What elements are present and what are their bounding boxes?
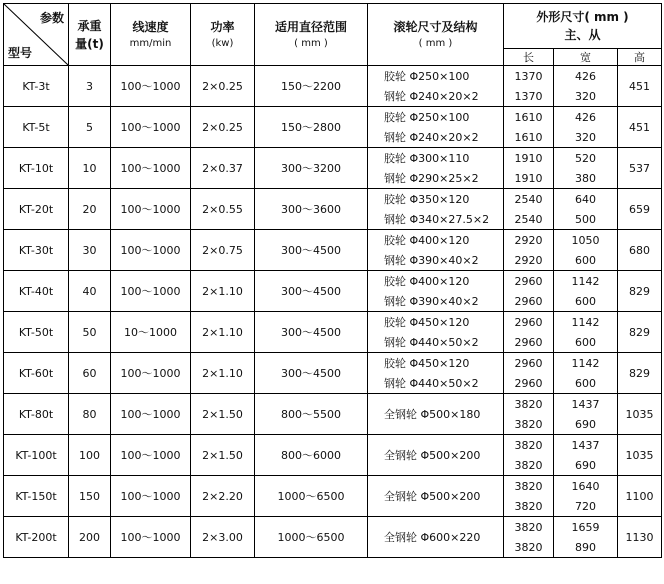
power-cell: 2×1.50	[191, 394, 255, 435]
length-follower-cell: 2960	[504, 291, 554, 312]
range-cell: 150～2200	[255, 66, 368, 107]
range-cell: 800～6000	[255, 435, 368, 476]
speed-cell: 100～1000	[111, 435, 191, 476]
table-body	[4, 4, 662, 558]
roller-primary-cell: 胶轮 Φ250×100	[368, 107, 504, 128]
header-dimensions-line2: 主、从	[564, 28, 601, 42]
range-cell: 300～4500	[255, 271, 368, 312]
range-cell: 300～4500	[255, 353, 368, 394]
power-cell: 2×2.20	[191, 476, 255, 517]
width-follower-cell: 600	[554, 373, 618, 394]
length-main-cell: 2540	[504, 189, 554, 210]
range-cell: 300～3200	[255, 148, 368, 189]
length-follower-cell: 2960	[504, 373, 554, 394]
width-follower-cell: 320	[554, 127, 618, 148]
power-cell: 2×0.37	[191, 148, 255, 189]
power-cell: 2×0.25	[191, 66, 255, 107]
model-cell: KT-5t	[4, 107, 69, 148]
header-capacity-line1: 承重	[77, 18, 102, 33]
spec-table	[3, 3, 662, 558]
header-speed	[111, 4, 191, 66]
speed-cell: 100～1000	[111, 107, 191, 148]
header-roller-label: 滚轮尺寸及结构	[393, 19, 478, 34]
model-cell: KT-50t	[4, 312, 69, 353]
speed-cell: 100～1000	[111, 271, 191, 312]
table-row	[4, 476, 662, 497]
length-follower-cell: 1370	[504, 86, 554, 107]
table-row	[4, 312, 662, 333]
width-follower-cell: 600	[554, 250, 618, 271]
header-speed-unit: mm/min	[129, 37, 172, 49]
speed-cell: 100～1000	[111, 517, 191, 558]
speed-cell: 100～1000	[111, 394, 191, 435]
header-capacity	[69, 4, 111, 66]
height-cell: 829	[618, 271, 662, 312]
length-main-cell: 2960	[504, 353, 554, 374]
table-row	[4, 353, 662, 374]
header-capacity-line2: 量(t)	[75, 36, 104, 51]
speed-cell: 100～1000	[111, 353, 191, 394]
table-row	[4, 230, 662, 251]
range-cell: 300～4500	[255, 230, 368, 271]
header-model: 型号	[8, 46, 33, 60]
roller-secondary-cell: 钢轮 Φ340×27.5×2	[368, 209, 504, 230]
width-main-cell: 1050	[554, 230, 618, 251]
header-dimensions	[504, 4, 662, 49]
length-main-cell: 1370	[504, 66, 554, 87]
speed-cell: 100～1000	[111, 66, 191, 107]
table-row	[4, 148, 662, 169]
width-follower-cell: 690	[554, 455, 618, 476]
range-cell: 150～2800	[255, 107, 368, 148]
range-cell: 1000～6500	[255, 517, 368, 558]
width-follower-cell: 890	[554, 537, 618, 558]
table-row	[4, 107, 662, 128]
roller-primary-cell: 胶轮 Φ350×120	[368, 189, 504, 210]
width-main-cell: 1142	[554, 271, 618, 292]
height-cell: 451	[618, 107, 662, 148]
power-cell: 2×1.50	[191, 435, 255, 476]
model-cell: KT-80t	[4, 394, 69, 435]
roller-primary-cell: 胶轮 Φ450×120	[368, 312, 504, 333]
range-cell: 300～4500	[255, 312, 368, 353]
length-follower-cell: 1610	[504, 127, 554, 148]
speed-cell: 100～1000	[111, 189, 191, 230]
length-main-cell: 2920	[504, 230, 554, 251]
roller-primary-cell: 胶轮 Φ300×110	[368, 148, 504, 169]
roller-secondary-cell: 钢轮 Φ240×20×2	[368, 86, 504, 107]
model-cell: KT-100t	[4, 435, 69, 476]
header-speed-label: 线速度	[132, 19, 169, 34]
roller-primary-cell: 胶轮 Φ250×100	[368, 66, 504, 87]
length-main-cell: 3820	[504, 435, 554, 456]
model-cell: KT-40t	[4, 271, 69, 312]
table-row	[4, 271, 662, 292]
width-follower-cell: 500	[554, 209, 618, 230]
height-cell: 1130	[618, 517, 662, 558]
header-diameter-label: 适用直径范围	[274, 19, 347, 34]
model-cell: KT-30t	[4, 230, 69, 271]
length-follower-cell: 1910	[504, 168, 554, 189]
table-row	[4, 394, 662, 415]
length-main-cell: 2960	[504, 312, 554, 333]
height-cell: 829	[618, 353, 662, 394]
header-row	[4, 4, 662, 49]
length-main-cell: 3820	[504, 394, 554, 415]
load-cell: 100	[69, 435, 111, 476]
model-cell: KT-150t	[4, 476, 69, 517]
length-follower-cell: 3820	[504, 455, 554, 476]
width-main-cell: 520	[554, 148, 618, 169]
height-cell: 1100	[618, 476, 662, 517]
length-main-cell: 2960	[504, 271, 554, 292]
length-follower-cell: 3820	[504, 496, 554, 517]
height-cell: 659	[618, 189, 662, 230]
width-follower-cell: 690	[554, 414, 618, 435]
width-main-cell: 1640	[554, 476, 618, 497]
width-main-cell: 1142	[554, 312, 618, 333]
header-diameter-unit: ( mm )	[294, 37, 328, 49]
height-cell: 537	[618, 148, 662, 189]
power-cell: 2×0.55	[191, 189, 255, 230]
model-cell: KT-60t	[4, 353, 69, 394]
load-cell: 50	[69, 312, 111, 353]
width-main-cell: 1659	[554, 517, 618, 538]
load-cell: 40	[69, 271, 111, 312]
width-main-cell: 640	[554, 189, 618, 210]
length-main-cell: 1910	[504, 148, 554, 169]
roller-primary-cell: 胶轮 Φ400×120	[368, 230, 504, 251]
load-cell: 150	[69, 476, 111, 517]
model-cell: KT-20t	[4, 189, 69, 230]
power-cell: 2×0.75	[191, 230, 255, 271]
header-length: 长	[504, 49, 554, 66]
load-cell: 60	[69, 353, 111, 394]
speed-cell: 100～1000	[111, 476, 191, 517]
roller-primary-cell: 胶轮 Φ400×120	[368, 271, 504, 292]
load-cell: 5	[69, 107, 111, 148]
table-row	[4, 435, 662, 456]
roller-primary-cell: 全钢轮 Φ600×220	[368, 517, 504, 558]
width-main-cell: 1437	[554, 394, 618, 415]
length-follower-cell: 2540	[504, 209, 554, 230]
length-main-cell: 3820	[504, 476, 554, 497]
length-main-cell: 1610	[504, 107, 554, 128]
length-follower-cell: 3820	[504, 537, 554, 558]
width-main-cell: 426	[554, 107, 618, 128]
width-follower-cell: 380	[554, 168, 618, 189]
header-power-label: 功率	[210, 19, 235, 34]
length-follower-cell: 2960	[504, 332, 554, 353]
load-cell: 200	[69, 517, 111, 558]
roller-primary-cell: 胶轮 Φ450×120	[368, 353, 504, 374]
header-dimensions-line1: 外形尺寸( mm )	[536, 10, 629, 24]
speed-cell: 100～1000	[111, 230, 191, 271]
width-follower-cell: 720	[554, 496, 618, 517]
roller-secondary-cell: 钢轮 Φ440×50×2	[368, 332, 504, 353]
roller-secondary-cell: 钢轮 Φ390×40×2	[368, 250, 504, 271]
speed-cell: 10～1000	[111, 312, 191, 353]
power-cell: 2×1.10	[191, 353, 255, 394]
roller-primary-cell: 全钢轮 Φ500×180	[368, 394, 504, 435]
height-cell: 1035	[618, 435, 662, 476]
header-param-model-cell	[4, 4, 69, 66]
height-cell: 451	[618, 66, 662, 107]
width-follower-cell: 600	[554, 291, 618, 312]
speed-cell: 100～1000	[111, 148, 191, 189]
width-main-cell: 1142	[554, 353, 618, 374]
width-follower-cell: 600	[554, 332, 618, 353]
model-cell: KT-10t	[4, 148, 69, 189]
load-cell: 20	[69, 189, 111, 230]
height-cell: 680	[618, 230, 662, 271]
header-power	[191, 4, 255, 66]
width-main-cell: 426	[554, 66, 618, 87]
power-cell: 2×1.10	[191, 312, 255, 353]
header-diameter	[255, 4, 368, 66]
length-main-cell: 3820	[504, 517, 554, 538]
width-main-cell: 1437	[554, 435, 618, 456]
length-follower-cell: 3820	[504, 414, 554, 435]
width-follower-cell: 320	[554, 86, 618, 107]
range-cell: 1000～6500	[255, 476, 368, 517]
power-cell: 2×3.00	[191, 517, 255, 558]
power-cell: 2×1.10	[191, 271, 255, 312]
height-cell: 829	[618, 312, 662, 353]
model-cell: KT-3t	[4, 66, 69, 107]
table-row	[4, 517, 662, 538]
model-cell: KT-200t	[4, 517, 69, 558]
roller-primary-cell: 全钢轮 Φ500×200	[368, 435, 504, 476]
header-roller-unit: ( mm )	[418, 37, 453, 49]
length-follower-cell: 2920	[504, 250, 554, 271]
header-roller	[368, 4, 504, 66]
roller-secondary-cell: 钢轮 Φ440×50×2	[368, 373, 504, 394]
range-cell: 300～3600	[255, 189, 368, 230]
load-cell: 30	[69, 230, 111, 271]
header-height: 高	[618, 49, 662, 66]
load-cell: 3	[69, 66, 111, 107]
roller-secondary-cell: 钢轮 Φ240×20×2	[368, 127, 504, 148]
load-cell: 80	[69, 394, 111, 435]
table-row	[4, 189, 662, 210]
height-cell: 1035	[618, 394, 662, 435]
load-cell: 10	[69, 148, 111, 189]
header-width: 宽	[554, 49, 618, 66]
power-cell: 2×0.25	[191, 107, 255, 148]
table-row	[4, 66, 662, 87]
range-cell: 800～5500	[255, 394, 368, 435]
roller-primary-cell: 全钢轮 Φ500×200	[368, 476, 504, 517]
header-power-unit: (kw)	[211, 37, 234, 49]
roller-secondary-cell: 钢轮 Φ390×40×2	[368, 291, 504, 312]
header-param: 参数	[39, 11, 64, 25]
roller-secondary-cell: 钢轮 Φ290×25×2	[368, 168, 504, 189]
